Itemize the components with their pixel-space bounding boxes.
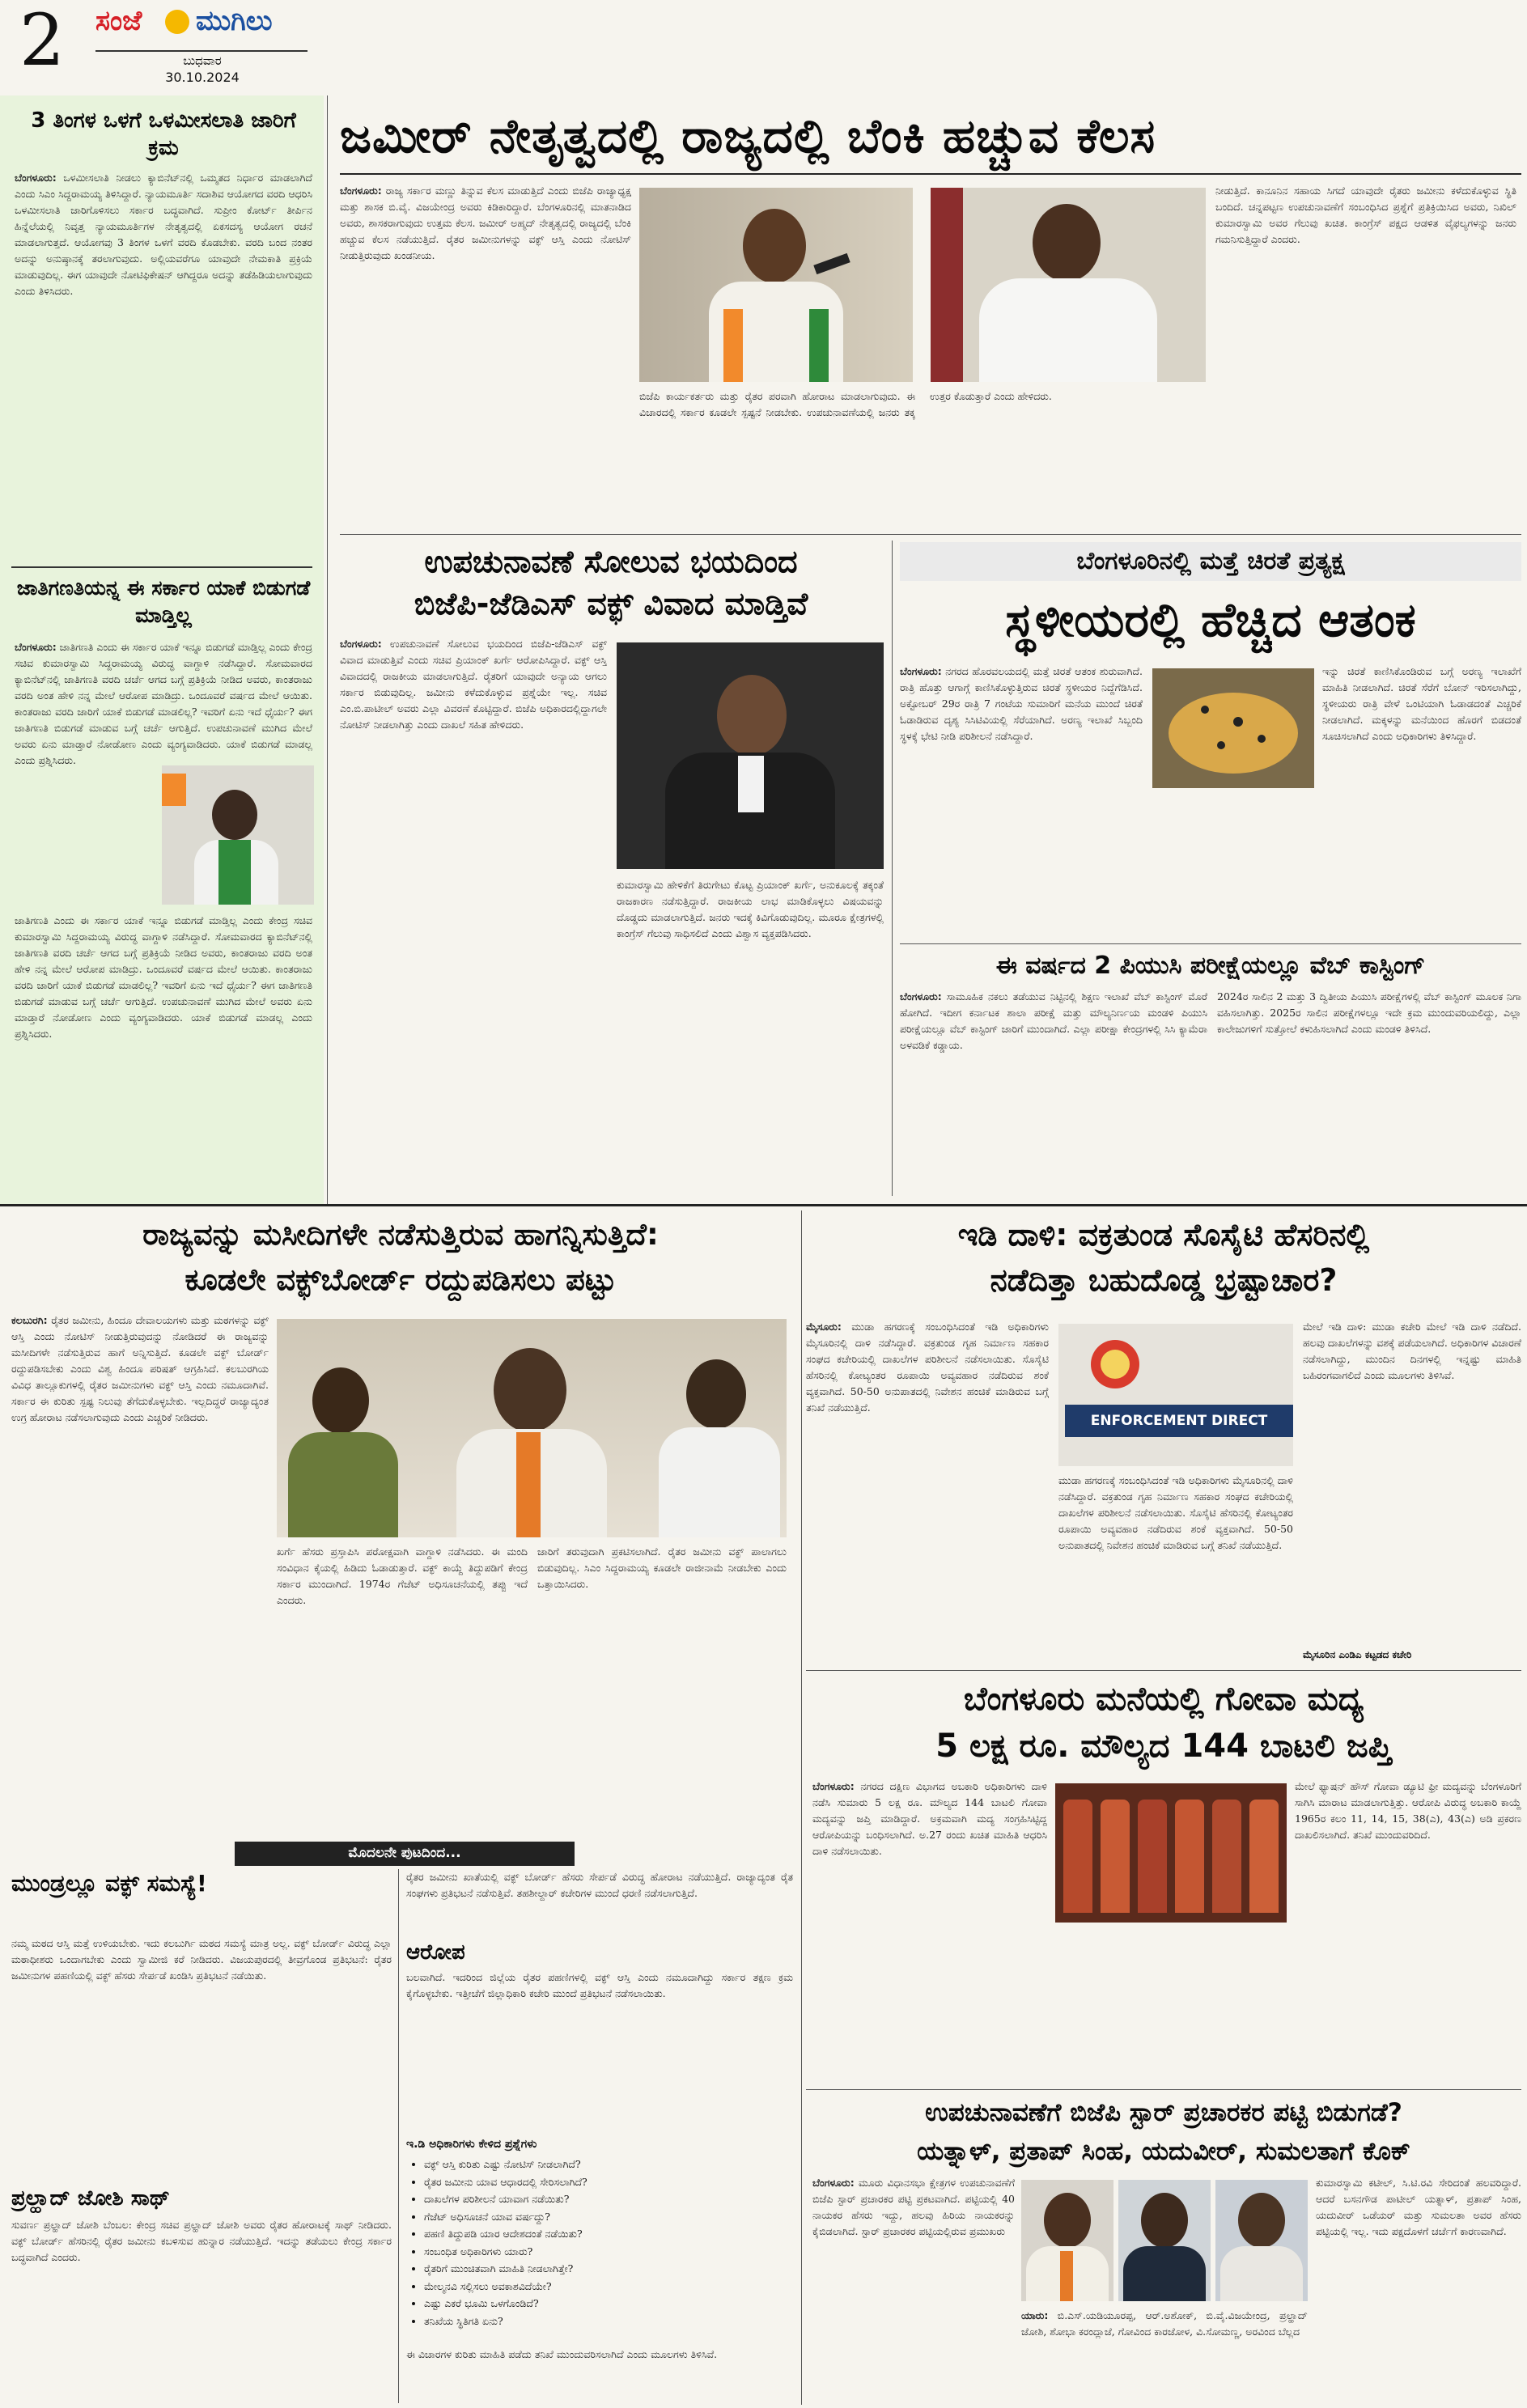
left-story1-body	[15, 170, 312, 550]
column-divider	[327, 95, 328, 1204]
masthead-logo	[95, 5, 308, 52]
ed-text-col2: ಮೇಲೆ ಇಡಿ ದಾಳಿ: ಮುಡಾ ಕಚೇರಿ ಮೇಲೆ ಇಡಿ ದಾಳಿ ನಡೆದಿದೆ. ಹಲವು ದಾಖಲೆಗಳನ್ನು ವಶಕ್ಕೆ ಪಡೆಯಲಾಗಿದೆ. ಅಧಿಕಾರಿಗಳ ವಿಚಾರಣೆ ನಡೆಸಲಾಗಿದ್ದು, ಮುಂದಿನ ದಿನಗಳಲ್ಲಿ ಇನ್ನಷ್ಟು ಮಾಹಿತಿ ಬಹಿರಂಗವಾಗಲಿದೆ ಎಂದು ಮೂಲಗಳು ತಿಳಿಸಿವೆ.	[1303, 1321, 1521, 1381]
lead-rule	[340, 173, 1521, 175]
continued-banner-text: ಮೊದಲನೇ ಪುಟದಿಂದ...	[348, 1845, 461, 1861]
farmers-box-item: • ತನಿಖೆಯ ಸ್ಥಿತಿಗತಿ ಏನು?	[424, 2313, 811, 2330]
waqf-headline-line1: ಉಪಚುನಾವಣೆ ಸೋಲುವ ಭಯದಿಂದ	[424, 544, 798, 579]
section-rule	[806, 1670, 1521, 1671]
ed-dateline: ಮೈಸೂರು:	[806, 1321, 842, 1333]
leopard-kicker-box	[900, 542, 1521, 581]
left-story2-continued: ಜಾತಿಗಣತಿ ಎಂದು ಈ ಸರ್ಕಾರ ಯಾಕೆ ಇನ್ನೂ ಬಿಡುಗಡೆ ಮಾಡ್ತಿಲ್ಲ ಎಂದು ಕೇಂದ್ರ ಸಚಿವ ಕುಮಾರಸ್ವಾಮಿ ಸಿದ್ದರಾಮಯ್ಯ ವಿರುದ್ಧ ವಾಗ್ದಾಳಿ ನಡೆಸಿದ್ದಾರೆ. ಸೋಮವಾರದ ಕ್ಯಾಬಿನೆಟ್‌ನಲ್ಲಿ ಜಾತಿಗಣತಿ ವರದಿ ಚರ್ಚೆ ಆಗದ ಬಗ್ಗೆ ಪ್ರತಿಕ್ರಿಯೆ ನೀಡಿದ ಅವರು, ಕಾಂತರಾಜು ವರದಿ ಅಂತ ಹೇಳಿ ನನ್ನ ಮೇಲೆ ಆರೋಪ ಮಾಡಿದ್ರು. ಒಂದೂವರೆ ವರ್ಷದ ಮೇಲೆ ಆಯಿತು. ಕಾಂತರಾಜು ವರದಿ ಜಾರಿಗೆ ಯಾಕೆ ಬಿಡುಗಡೆ ಮಾಡಲಿಲ್ಲ? ಇವರಿಗೆ ಏನು ಇದೆ ಧೈರ್ಯ? ಈಗ ಜಾತಿಗಣತಿ ಬಿಡುಗಡೆ ಮಾಡುವ ಬಗ್ಗೆ ಚರ್ಚೆ ಆಗುತ್ತಿದೆ. ಉಪಚುನಾವಣೆ ಮುಗಿದ ಮೇಲೆ ಅವರು ಏನು ಮಾಡ್ತಾರೆ ನೋಡೋಣ ಎಂದು ವ್ಯಂಗ್ಯವಾಡಿದರು. ಯಾಕೆ ಬಿಡುಗಡೆ ಮಾಡಲ್ಲ ಎಂದು ಪ್ರಶ್ನಿಸಿದರು.	[15, 914, 312, 1040]
mosque-text-col2: ಖರ್ಗೆ ಹೆಸರು ಪ್ರಸ್ತಾಪಿಸಿ ಪರೋಕ್ಷವಾಗಿ ವಾಗ್ದಾಳಿ ನಡೆಸಿದರು. ಈ ಮಂದಿ ಸಂವಿಧಾನ ಕೈಯಲ್ಲಿ ಹಿಡಿದು ಓಡಾಡುತ್ತಾರೆ. ವಕ್ಫ್ ಕಾಯ್ದೆ ತಿದ್ದುಪಡಿಗೆ ಕೇಂದ್ರ ಸರ್ಕಾರ ಮುಂದಾಗಿದೆ. 1974ರ ಗೆಜೆಟ್ ಅಧಿಸೂಚನೆಯಲ್ಲಿ ತಪ್ಪು ಇದೆ ಎಂದರು.	[277, 1545, 528, 1606]
goa-headline-line2: 5 ಲಕ್ಷ ರೂ. ಮೌಲ್ಯದ 144 ಬಾಟಲಿ ಜಪ್ತಿ	[935, 1728, 1392, 1765]
section-rule	[806, 2089, 1521, 2090]
yatnal-photo	[1021, 2180, 1113, 2301]
left-column	[0, 95, 324, 1204]
farmers-box-title: ಇ.ಡಿ ಅಧಿಕಾರಿಗಳು ಕೇಳಿದ ಪ್ರಶ್ನೆಗಳು	[406, 2138, 537, 2151]
left-story2-headline: ಜಾತಿಗಣತಿಯನ್ನ ಈ ಸರ್ಕಾರ ಯಾಕೆ ಬಿಡುಗಡೆ ಮಾಡ್ತಿಲ್ಲ	[16, 576, 311, 627]
mosque-headline-line1: ರಾಜ್ಯವನ್ನು ಮಸೀದಿಗಳೇ ನಡೆಸುತ್ತಿರುವ ಹಾಗನ್ನಿಸುತ್ತಿದೆ:	[142, 1217, 659, 1252]
campaigner-text-col2: ಕುಮಾರಸ್ವಾಮಿ ಕಟೀಲ್, ಸಿ.ಟಿ.ರವಿ ಸೇರಿದಂತೆ ಹಲವರಿದ್ದಾರೆ. ಆದರೆ ಬಸನಗೌಡ ಪಾಟೀಲ್ ಯತ್ನಾಳ್, ಪ್ರತಾಪ್ ಸಿಂಹ, ಯದುವೀರ್ ಒಡೆಯರ್ ಮತ್ತು ಸುಮಲತಾ ಅವರ ಹೆಸರು ಪಟ್ಟಿಯಲ್ಲಿ ಇಲ್ಲ. ಇದು ಪಕ್ಷದೊಳಗೆ ಚರ್ಚೆಗೆ ಕಾರಣವಾಗಿದೆ.	[1316, 2177, 1521, 2237]
puc-body-col1	[900, 989, 1207, 1196]
ed-headline-line1: ಇಡಿ ದಾಳಿ: ವಕ್ರತುಂಡ ಸೊಸೈಟಿ ಹೆಸರಿನಲ್ಲಿ	[957, 1217, 1370, 1253]
waqf-dateline: ಬೆಂಗಳೂರು:	[340, 638, 382, 650]
farmers-body	[406, 1969, 793, 2131]
goa-text-col2: ಮೇಲೆ ಫ್ಯಾಷನ್ ಹೌಸ್ ಗೋವಾ ಡ್ಯೂಟಿ ಫ್ರೀ ಮದ್ಯವನ್ನು ಬೆಂಗಳೂರಿಗೆ ಸಾಗಿಸಿ ಮಾರಾಟ ಮಾಡಲಾಗುತ್ತಿತ್ತು. ಆರೋಪಿ ವಿರುದ್ಧ ಅಬಕಾರಿ ಕಾಯ್ದೆ 1965ರ ಕಲಂ 11, 14, 15, 38(ಎ), 43(ಎ) ಅಡಿ ಪ್ರಕರಣ ದಾಖಲಿಸಲಾಗಿದೆ. ತನಿಖೆ ಮುಂದುವರಿದಿದೆ.	[1295, 1780, 1521, 1841]
masthead-rule	[95, 50, 308, 52]
ed-body-col1b	[1058, 1473, 1293, 1626]
lead-body-col2	[639, 388, 1206, 526]
ed-body-col2	[1303, 1319, 1521, 1659]
ed-caption: ಮೈಸೂರಿನ ಎಂಡಿಎ ಕಟ್ಟಡದ ಕಚೇರಿ	[1303, 1649, 1412, 1660]
campaigner-names	[1021, 2308, 1308, 2403]
campaigner-names-text: ಬಿ.ಎಸ್.ಯಡಿಯೂರಪ್ಪ, ಆರ್.ಅಶೋಕ್, ಬಿ.ವೈ.ವಿಜಯೇಂದ್ರ, ಪ್ರಲ್ಹಾದ್ ಜೋಶಿ, ಶೋಭಾ ಕರಂದ್ಲಾಜೆ, ಗೋವಿಂದ ಕಾರಜೋಳ, ವಿ.ಸೋಮಣ್ಣ, ಅರವಿಂದ ಬೆಲ್ಲದ	[1021, 2309, 1308, 2338]
farmers-box-item: • ಗೆಜೆಟ್ ಅಧಿಸೂಚನೆ ಯಾವ ವರ್ಷದ್ದು?	[424, 2208, 811, 2226]
column-divider	[892, 541, 893, 1196]
waqf-text-col1: ಉಪಚುನಾವಣೆ ಸೋಲುವ ಭಯದಿಂದ ಬಿಜೆಪಿ-ಜೆಡಿಎಸ್ ವಕ್ಫ್ ವಿವಾದ ಮಾಡುತ್ತಿವೆ ಎಂದು ಸಚಿವ ಪ್ರಿಯಾಂಕ್ ಖರ್ಗೆ ಆರೋಪಿಸಿದ್ದಾರೆ. ವಕ್ಫ್ ಆಸ್ತಿ ವಿವಾದದಲ್ಲಿ ರಾಜಕೀಯ ಮಾಡಲಾಗುತ್ತಿದೆ. ರೈತರಿಗೆ ಯಾವುದೇ ಅನ್ಯಾಯ ಆಗಲು ಸರ್ಕಾರ ಬಿಡುವುದಿಲ್ಲ. ಜಮೀನು ಕಳೆದುಕೊಳ್ಳುವ ಪ್ರಶ್ನೆಯೇ ಇಲ್ಲ. ಸಚಿವ ಎಂ.ಬಿ.ಪಾಟೀಲ್ ಅವರು ಎಲ್ಲಾ ವಿವರಣೆ ಕೊಟ್ಟಿದ್ದಾರೆ. ಬಿಜೆಪಿ ಅಧಿಕಾರದಲ್ಲಿದ್ದಾಗಲೇ ನೋಟಿಸ್ ನೀಡಲಾಗಿತ್ತು ಎಂದು ದಾಖಲೆ ಸಹಿತ ಹೇಳಿದರು.	[340, 638, 607, 731]
liquor-bottles-photo	[1055, 1783, 1287, 1923]
farmers-box-item: • ರೈತರಿಗೆ ಮುಂಚಿತವಾಗಿ ಮಾಹಿತಿ ನೀಡಲಾಗಿತ್ತೇ?	[424, 2260, 811, 2278]
column-divider	[398, 1869, 399, 2403]
leopard-headline: ಸ್ಥಳೀಯರಲ್ಲಿ ಹೆಚ್ಚಿದ ಆತಂಕ	[1005, 592, 1416, 647]
waqf-text-col2: ಕುಮಾರಸ್ವಾಮಿ ಹೇಳಿಕೆಗೆ ತಿರುಗೇಟು ಕೊಟ್ಟ ಪ್ರಿಯಾಂಕ್ ಖರ್ಗೆ, ಅನುಕೂಲಕ್ಕೆ ತಕ್ಕಂತೆ ರಾಜಕಾರಣ ನಡೆಸುತ್ತಿದ್ದಾರೆ. ರಾಜಕೀಯ ಲಾಭ ಮಾಡಿಕೊಳ್ಳಲು ವಿಷಯವನ್ನು ದೊಡ್ಡದು ಮಾಡಲಾಗುತ್ತಿದೆ. ಜನರು ಇದಕ್ಕೆ ಕಿವಿಗೊಡುವುದಿಲ್ಲ. ಮೂರೂ ಕ್ಷೇತ್ರಗಳಲ್ಲಿ ಕಾಂಗ್ರೆಸ್ ಗೆಲುವು ಸಾಧಿಸಲಿದೆ ಎಂದು ವಿಶ್ವಾಸ ವ್ಯಕ್ತಪಡಿಸಿದರು.	[617, 879, 884, 939]
divider	[11, 566, 312, 568]
campaigner-headline-line2: ಯತ್ನಾಳ್, ಪ್ರತಾಪ್ ಸಿಂಹ, ಯದುವೀರ್, ಸುಮಲತಾಗೆ ಕೊಕ್	[917, 2137, 1410, 2166]
farmers-body-text: ಬಲವಾಗಿದೆ. ಇದರಿಂದ ಜಿಲ್ಲೆಯ ರೈತರ ಪಹಣಿಗಳಲ್ಲಿ ವಕ್ಫ್ ಆಸ್ತಿ ಎಂದು ನಮೂದಾಗಿದ್ದು ಸರ್ಕಾರ ತಕ್ಷಣ ಕ್ರಮ ಕೈಗೊಳ್ಳಬೇಕು. ಇತ್ತೀಚೆಗೆ ಜಿಲ್ಲಾಧಿಕಾರಿ ಕಚೇರಿ ಮುಂದೆ ಪ್ರತಿಭಟನೆ ನಡೆಸಲಾಯಿತು.	[406, 1971, 793, 1999]
campaigner-names-label: ಯಾರು:	[1021, 2309, 1049, 2321]
farmers-box-item: • ಎಷ್ಟು ಎಕರೆ ಭೂಮಿ ಒಳಗೊಂಡಿದೆ?	[424, 2295, 811, 2313]
puc-headline: ಈ ವರ್ಷದ 2 ಪಿಯುಸಿ ಪರೀಕ್ಷೆಯಲ್ಲೂ ವೆಬ್ ಕಾಸ್ಟಿಂಗ್	[995, 952, 1426, 980]
leopard-body-col1	[900, 663, 1143, 939]
goa-body-col1	[812, 1778, 1047, 2086]
campaigner-body-col2	[1316, 2175, 1521, 2403]
vijayendra-photo	[639, 188, 913, 382]
weekday: ಬುಧವಾರ	[183, 53, 222, 68]
yaduveer-photo	[1215, 2180, 1308, 2301]
continued-body	[11, 1935, 392, 2178]
ed-body-col1	[806, 1319, 1049, 1659]
ed-photo-sign: ENFORCEMENT DIRECT	[1065, 1405, 1293, 1437]
goa-body-col2	[1295, 1778, 1521, 2086]
pratap-simha-photo	[1118, 2180, 1211, 2301]
farmers-intro	[406, 1869, 793, 1934]
leopard-body-col2	[1322, 663, 1521, 939]
waqf-body-col1	[340, 636, 607, 1194]
masthead	[0, 0, 324, 91]
farmers-box-item: • ರೈತರ ಜಮೀನು ಯಾವ ಆಧಾರದಲ್ಲಿ ಸೇರಿಸಲಾಗಿದೆ?	[424, 2173, 811, 2191]
puc-body-col2	[1217, 989, 1521, 1196]
farmers-closing	[406, 2347, 793, 2403]
column-divider	[801, 1210, 802, 2405]
continued-banner	[235, 1842, 575, 1866]
lead-body-col1	[340, 183, 631, 523]
lead-text-col1: ರಾಜ್ಯ ಸರ್ಕಾರ ಮಣ್ಣು ತಿನ್ನುವ ಕೆಲಸ ಮಾಡುತ್ತಿದೆ ಎಂದು ಬಿಜೆಪಿ ರಾಜ್ಯಾಧ್ಯಕ್ಷ ಮತ್ತು ಶಾಸಕ ಬಿ.ವೈ. ವಿಜಯೇಂದ್ರ ಅವರು ಕಿಡಿಕಾರಿದ್ದಾರೆ. ಬೆಂಗಳೂರಿನಲ್ಲಿ ಮಾತನಾಡಿದ ಅವರು, ಶಾಸಕರಾಗುವುದು ಉತ್ತಮ ಕೆಲಸ. ಜಮೀರ್ ಅಹ್ಮದ್ ನೇತೃತ್ವದಲ್ಲಿ ರಾಜ್ಯದಲ್ಲಿ ಬೆಂಕಿ ಹಚ್ಚುವ ಕೆಲಸ ನಡೆಯುತ್ತಿದೆ. ರೈತರ ಜಮೀನುಗಳನ್ನು ವಕ್ಫ್ ಆಸ್ತಿ ಎಂದು ನೋಟಿಸ್ ನೀಡುತ್ತಿರುವುದು ಖಂಡನೀಯ.	[340, 184, 631, 261]
campaigner-dateline: ಬೆಂಗಳೂರು:	[812, 2177, 855, 2189]
puc-text-col1: ಸಾಮೂಹಿಕ ನಕಲು ತಡೆಯುವ ನಿಟ್ಟಿನಲ್ಲಿ ಶಿಕ್ಷಣ ಇಲಾಖೆ ವೆಬ್ ಕಾಸ್ಟಿಂಗ್ ಮೊರೆ ಹೋಗಿದೆ. ಇದೀಗ ಕರ್ನಾಟಕ ಶಾಲಾ ಪರೀಕ್ಷೆ ಮತ್ತು ಮೌಲ್ಯನಿರ್ಣಯ ಮಂಡಳಿ ಪಿಯುಸಿ ಪರೀಕ್ಷೆಯಲ್ಲೂ ವೆಬ್ ಕಾಸ್ಟಿಂಗ್ ಜಾರಿಗೆ ಮುಂದಾಗಿದೆ. ಎಲ್ಲಾ ಪರೀಕ್ಷಾ ಕೇಂದ್ರಗಳಲ್ಲಿ ಸಿಸಿ ಕ್ಯಾಮೆರಾ ಅಳವಡಿಕೆ ಕಡ್ಡಾಯ.	[900, 990, 1207, 1051]
issue-date: 30.10.2024	[165, 70, 240, 85]
ed-text-col1: ಮುಡಾ ಹಗರಣಕ್ಕೆ ಸಂಬಂಧಿಸಿದಂತೆ ಇಡಿ ಅಧಿಕಾರಿಗಳು ಮೈಸೂರಿನಲ್ಲಿ ದಾಳಿ ನಡೆಸಿದ್ದಾರೆ. ವಕ್ರತುಂಡ ಗೃಹ ನಿರ್ಮಾಣ ಸಹಕಾರ ಸಂಘದ ಕಚೇರಿಯಲ್ಲಿ ದಾಖಲೆಗಳ ಪರಿಶೀಲನೆ ನಡೆಸಲಾಯಿತು. ಸೊಸೈಟಿ ಹೆಸರಿನಲ್ಲಿ ಕೋಟ್ಯಂತರ ರೂಪಾಯಿ ಅವ್ಯವಹಾರ ನಡೆದಿರುವ ಶಂಕೆ ವ್ಯಕ್ತವಾಗಿದೆ. 50-50 ಅನುಪಾತದಲ್ಲಿ ನಿವೇಶನ ಹಂಚಿಕೆ ಮಾಡಿರುವ ಬಗ್ಗೆ ತನಿಖೆ ನಡೆಯುತ್ತಿದೆ.	[806, 1321, 1049, 1414]
lead-headline: ಜಮೀರ್ ನೇತೃತ್ವದಲ್ಲಿ ರಾಜ್ಯದಲ್ಲಿ ಬೆಂಕಿ ಹಚ್ಚುವ ಕೆಲಸ	[340, 108, 1156, 163]
left-story1-text: ಒಳಮೀಸಲಾತಿ ನೀಡಲು ಕ್ಯಾಬಿನೆಟ್‌ನಲ್ಲಿ ಒಮ್ಮತದ ನಿರ್ಧಾರ ಮಾಡಲಾಗಿದೆ ಎಂದು ಸಿಎಂ ಸಿದ್ದರಾಮಯ್ಯ ತಿಳಿಸಿದ್ದಾರೆ. ನ್ಯಾಯಮೂರ್ತಿ ಸದಾಶಿವ ಆಯೋಗದ ವರದಿ ಆಧರಿಸಿ ಒಳಮೀಸಲಾತಿ ಜಾರಿಗೊಳಿಸಲು ಸರ್ಕಾರ ಬದ್ಧವಾಗಿದೆ. ಸುಪ್ರೀಂ ಕೋರ್ಟ್ ತೀರ್ಪಿನ ಹಿನ್ನೆಲೆಯಲ್ಲಿ ನಿವೃತ್ತ ನ್ಯಾಯಮೂರ್ತಿಗಳ ನೇತೃತ್ವದಲ್ಲಿ ಏಕಸದಸ್ಯ ಆಯೋಗ ರಚನೆ ಮಾಡಲಾಗುತ್ತದೆ. ಆಯೋಗವು 3 ತಿಂಗಳ ಒಳಗೆ ವರದಿ ಕೊಡಬೇಕು. ವರದಿ ಬಂದ ನಂತರ ಅದನ್ನು ಅನುಷ್ಠಾನಕ್ಕೆ ತರಲಾಗುವುದು. ಅಲ್ಲಿಯವರೆಗೂ ಯಾವುದೇ ನೇಮಕಾತಿ ಪ್ರಕ್ರಿಯೆ ಮಾಡುವುದಿಲ್ಲ. ಈಗ ಯಾವುದೇ ನೋಟಿಫಿಕೇಷನ್ ಆಗಿದ್ದರೂ ಅದನ್ನು ತಡೆಹಿಡಿಯಲಾಗುವುದು ಎಂದು ತಿಳಿಸಿದರು.	[15, 172, 312, 297]
continued-text: ನಮ್ಮ ಮಠದ ಆಸ್ತಿ ಮತ್ತೆ ಉಳಿಯಬೇಕು. ಇದು ಕಲಬುರ್ಗಿ ಮಠದ ಸಮಸ್ಯೆ ಮಾತ್ರ ಅಲ್ಲ. ವಕ್ಫ್ ಬೋರ್ಡ್ ವಿರುದ್ಧ ಎಲ್ಲಾ ಮಠಾಧೀಶರು ಒಂದಾಗಬೇಕು ಎಂದು ಸ್ವಾಮೀಜಿ ಕರೆ ನೀಡಿದರು. ವಿಜಯಪುರದಲ್ಲಿ ತೀವ್ರಗೊಂಡ ಪ್ರತಿಭಟನೆ: ರೈತರ ಜಮೀನುಗಳ ಪಹಣಿಯಲ್ಲಿ ವಕ್ಫ್ ಹೆಸರು ಸೇರ್ಪಡೆ ಖಂಡಿಸಿ ಪ್ರತಿಭಟನೆ ನಡೆಯಿತು.	[11, 1937, 392, 1982]
mosque-text-col1: ರೈತರ ಜಮೀನು, ಹಿಂದೂ ದೇವಾಲಯಗಳು ಮತ್ತು ಮಠಗಳನ್ನು ವಕ್ಫ್ ಆಸ್ತಿ ಎಂದು ನೋಟಿಸ್ ನೀಡುತ್ತಿರುವುದನ್ನು ನೋಡಿದರೆ ಈ ರಾಜ್ಯವನ್ನು ಮಸೀದಿಗಳೇ ನಡೆಸುತ್ತಿರುವ ಹಾಗೆ ಅನ್ನಿಸುತ್ತಿದೆ. ಕೂಡಲೇ ವಕ್ಫ್ ಬೋರ್ಡ್ ರದ್ದುಪಡಿಸಬೇಕು ಎಂದು ವಿಶ್ವ ಹಿಂದೂ ಪರಿಷತ್ ಆಗ್ರಹಿಸಿದೆ. ಕಲಬುರಗಿಯ ವಿವಿಧ ತಾಲ್ಲೂಕುಗಳಲ್ಲಿ ರೈತರ ಜಮೀನುಗಳು ವಕ್ಫ್ ಆಸ್ತಿ ಎಂದು ನಮೂದಾಗಿವೆ. ಸರ್ಕಾರ ಈ ಕುರಿತು ಸ್ಪಷ್ಟ ನಿಲುವು ತೆಗೆದುಕೊಳ್ಳಬೇಕು. ಇಲ್ಲದಿದ್ದರೆ ರಾಜ್ಯಾದ್ಯಂತ ಉಗ್ರ ಹೋರಾಟ ನಡೆಸಲಾಗುವುದು ಎಂದು ಎಚ್ಚರಿಕೆ ನೀಡಿದರು.	[11, 1314, 269, 1423]
puc-text-col2: 2024ರ ಸಾಲಿನ 2 ಮತ್ತು 3 ದ್ವಿತೀಯ ಪಿಯುಸಿ ಪರೀಕ್ಷೆಗಳಲ್ಲಿ ವೆಬ್ ಕಾಸ್ಟಿಂಗ್ ಮೂಲಕ ನಿಗಾ ವಹಿಸಲಾಗಿತ್ತು. 2025ರ ಸಾಲಿನ ಪರೀಕ್ಷೆಗಳಲ್ಲೂ ಇದೇ ಕ್ರಮ ಮುಂದುವರಿಯಲಿದ್ದು, ಎಲ್ಲಾ ಕಾಲೇಜುಗಳಿಗೆ ಸುತ್ತೋಲೆ ಕಳುಹಿಸಲಾಗಿದೆ ಎಂದು ಮಂಡಳಿ ತಿಳಿಸಿದೆ.	[1217, 990, 1521, 1035]
mosque-text-col3: ಜಾರಿಗೆ ತರುವುದಾಗಿ ಪ್ರಕಟಿಸಲಾಗಿದೆ. ರೈತರ ಜಮೀನು ವಕ್ಫ್ ಪಾಲಾಗಲು ಬಿಡುವುದಿಲ್ಲ. ಸಿಎಂ ಸಿದ್ದರಾಮಯ್ಯ ಕೂಡಲೇ ರಾಜೀನಾಮೆ ನೀಡಬೇಕು ಎಂದು ಒತ್ತಾಯಿಸಿದರು.	[537, 1545, 787, 1590]
enforcement-directorate-photo	[1058, 1324, 1293, 1466]
mosque-body-col1	[11, 1312, 269, 1837]
lead-body-col3	[1215, 183, 1516, 523]
farmers-box-item: • ಪಹಣಿ ತಿದ್ದುಪಡಿ ಯಾರ ಆದೇಶದಂತೆ ನಡೆಯಿತು?	[424, 2225, 811, 2243]
farmers-box-list	[406, 2156, 811, 2330]
page-number: 2	[19, 0, 65, 82]
waqf-headline-line2: ಬಿಜೆಪಿ-ಜೆಡಿಎಸ್ ವಕ್ಫ್ ವಿವಾದ ಮಾಡ್ತಿವೆ	[414, 586, 808, 621]
lead-text-col2: ಬಿಜೆಪಿ ಕಾರ್ಯಕರ್ತರು ಮತ್ತು ರೈತರ ಪರವಾಗಿ ಹೋರಾಟ ಮಾಡಲಾಗುವುದು. ಈ ವಿಚಾರದಲ್ಲಿ ಸರ್ಕಾರ ಕೂಡಲೇ ಸ್ಪಷ್ಟನೆ ನೀಡಬೇಕು. ಉಪಚುನಾವಣೆಯಲ್ಲಿ ಜನರು ತಕ್ಕ ಉತ್ತರ ಕೊಡುತ್ತಾರೆ ಎಂದು ಹೇಳಿದರು.	[639, 390, 1052, 418]
farmers-box-item: • ಸಂಬಂಧಿತ ಅಧಿಕಾರಿಗಳು ಯಾರು?	[424, 2243, 811, 2261]
paper-name-left: ಸಂಜೆ	[95, 5, 142, 37]
priyank-kharge-photo	[617, 642, 884, 869]
left-story1-dateline: ಬೆಂಗಳೂರು:	[15, 172, 57, 184]
vhp-press-meet-photo	[277, 1319, 787, 1537]
section-rule	[900, 943, 1521, 944]
farmers-box	[406, 2138, 793, 2338]
kumaraswamy-photo	[162, 765, 314, 905]
farmers-box-item: • ಮೇಲ್ಮನವಿ ಸಲ್ಲಿಸಲು ಅವಕಾಶವಿದೆಯೇ?	[424, 2278, 811, 2296]
goa-text-col1: ನಗರದ ದಕ್ಷಿಣ ವಿಭಾಗದ ಅಬಕಾರಿ ಅಧಿಕಾರಿಗಳು ದಾಳಿ ನಡೆಸಿ ಸುಮಾರು 5 ಲಕ್ಷ ರೂ. ಮೌಲ್ಯದ 144 ಬಾಟಲಿ ಗೋವಾ ಮದ್ಯವನ್ನು ಜಪ್ತಿ ಮಾಡಿದ್ದಾರೆ. ಅಕ್ರಮವಾಗಿ ಮದ್ಯ ಸಂಗ್ರಹಿಸಿಟ್ಟಿದ್ದ ಆರೋಪಿಯನ್ನು ಬಂಧಿಸಲಾಗಿದೆ. ಅ.27 ರಂದು ಖಚಿತ ಮಾಹಿತಿ ಆಧರಿಸಿ ದಾಳಿ ನಡೆಸಲಾಯಿತು.	[812, 1780, 1047, 1857]
puc-dateline: ಬೆಂಗಳೂರು:	[900, 990, 942, 1003]
farmers-subhead: ಆರೋಪ	[406, 1940, 465, 1965]
farmers-closing-text: ಈ ವಿಚಾರಗಳ ಕುರಿತು ಮಾಹಿತಿ ಪಡೆದು ತನಿಖೆ ಮುಂದುವರಿಸಲಾಗಿದೆ ಎಂದು ಮೂಲಗಳು ತಿಳಿಸಿವೆ.	[406, 2348, 718, 2360]
page-rule	[0, 1204, 1527, 1206]
left-story2-dateline: ಬೆಂಗಳೂರು:	[15, 641, 57, 653]
left-story2-text: ಜಾತಿಗಣತಿ ಎಂದು ಈ ಸರ್ಕಾರ ಯಾಕೆ ಇನ್ನೂ ಬಿಡುಗಡೆ ಮಾಡ್ತಿಲ್ಲ ಎಂದು ಕೇಂದ್ರ ಸಚಿವ ಕುಮಾರಸ್ವಾಮಿ ಸಿದ್ದರಾಮಯ್ಯ ವಿರುದ್ಧ ವಾಗ್ದಾಳಿ ನಡೆಸಿದ್ದಾರೆ. ಸೋಮವಾರದ ಕ್ಯಾಬಿನೆಟ್‌ನಲ್ಲಿ ಜಾತಿಗಣತಿ ವರದಿ ಚರ್ಚೆ ಆಗದ ಬಗ್ಗೆ ಪ್ರತಿಕ್ರಿಯೆ ನೀಡಿದ ಅವರು, ಕಾಂತರಾಜು ವರದಿ ಅಂತ ಹೇಳಿ ನನ್ನ ಮೇಲೆ ಆರೋಪ ಮಾಡಿದ್ರು. ಒಂದೂವರೆ ವರ್ಷದ ಮೇಲೆ ಆಯಿತು. ಕಾಂತರಾಜು ವರದಿ ಜಾರಿಗೆ ಯಾಕೆ ಬಿಡುಗಡೆ ಮಾಡಲಿಲ್ಲ? ಇವರಿಗೆ ಏನು ಇದೆ ಧೈರ್ಯ? ಈಗ ಜಾತಿಗಣತಿ ಬಿಡುಗಡೆ ಮಾಡುವ ಬಗ್ಗೆ ಚರ್ಚೆ ಆಗುತ್ತಿದೆ. ಉಪಚುನಾವಣೆ ಮುಗಿದ ಮೇಲೆ ಅವರು ಏನು ಮಾಡ್ತಾರೆ ನೋಡೋಣ ಎಂದು ವ್ಯಂಗ್ಯವಾಡಿದರು. ಯಾಕೆ ಬಿಡುಗಡೆ ಮಾಡಲ್ಲ ಎಂದು ಪ್ರಶ್ನಿಸಿದರು.	[15, 641, 312, 766]
mosque-headline-line2: ಕೂಡಲೇ ವಕ್ಫ್‌ಬೋರ್ಡ್ ರದ್ದುಪಡಿಸಲು ಪಟ್ಟು	[185, 1262, 617, 1297]
campaigner-text-col1: ಮೂರು ವಿಧಾನಸಭಾ ಕ್ಷೇತ್ರಗಳ ಉಪಚುನಾವಣೆಗೆ ಬಿಜೆಪಿ ಸ್ಟಾರ್ ಪ್ರಚಾರಕರ ಪಟ್ಟಿ ಪ್ರಕಟವಾಗಿದೆ. ಪಟ್ಟಿಯಲ್ಲಿ 40 ನಾಯಕರ ಹೆಸರು ಇದ್ದು, ಹಲವು ಹಿರಿಯ ನಾಯಕರನ್ನು ಕೈಬಿಡಲಾಗಿದೆ. ಸ್ಟಾರ್ ಪ್ರಚಾರಕರ ಪಟ್ಟಿಯಲ್ಲಿರುವ ಪ್ರಮುಖರು	[812, 2177, 1015, 2237]
goa-headline-line1: ಬೆಂಗಳೂರು ಮನೆಯಲ್ಲಿ ಗೋವಾ ಮದ್ಯ	[963, 1681, 1364, 1718]
waqf-body-col2	[617, 877, 884, 1194]
leopard-text-col2: ಇನ್ನು ಚಿರತೆ ಕಾಣಿಸಿಕೊಂಡಿರುವ ಬಗ್ಗೆ ಅರಣ್ಯ ಇಲಾಖೆಗೆ ಮಾಹಿತಿ ನೀಡಲಾಗಿದೆ. ಚಿರತೆ ಸೆರೆಗೆ ಬೋನ್ ಇರಿಸಲಾಗಿದ್ದು, ಸ್ಥಳೀಯರು ರಾತ್ರಿ ವೇಳೆ ಒಂಟಿಯಾಗಿ ಓಡಾಡದಂತೆ ಎಚ್ಚರಿಕೆ ನೀಡಲಾಗಿದೆ. ಮಕ್ಕಳನ್ನು ಮನೆಯಿಂದ ಹೊರಗೆ ಬಿಡದಂತೆ ಸೂಚಿಸಲಾಗಿದೆ ಎಂದು ಅಧಿಕಾರಿಗಳು ತಿಳಿಸಿದ್ದಾರೆ.	[1322, 665, 1521, 742]
section-rule	[340, 534, 1521, 535]
lead-text-col3: ನೀಡುತ್ತಿದೆ. ಕಾನೂನಿನ ಸಹಾಯ ಸಿಗದೆ ಯಾವುದೇ ರೈತರು ಜಮೀನು ಕಳೆದುಕೊಳ್ಳುವ ಸ್ಥಿತಿ ಬಂದಿದೆ. ಚನ್ನಪಟ್ಟಣ ಉಪಚುನಾವಣೆಗೆ ಸಂಬಂಧಿಸಿದ ಪ್ರಶ್ನೆಗೆ ಪ್ರತಿಕ್ರಿಯಿಸಿದ ಅವರು, ನಿಖಿಲ್ ಕುಮಾರಸ್ವಾಮಿ ಅವರ ಗೆಲುವು ಖಚಿತ. ಕಾಂಗ್ರೆಸ್ ಪಕ್ಷದ ಆಡಳಿತ ವೈಫಲ್ಯಗಳನ್ನು ಜನರು ಗಮನಿಸುತ್ತಿದ್ದಾರೆ ಎಂದರು.	[1215, 184, 1516, 245]
mosque-body-col2	[277, 1544, 528, 1835]
continued-subhead: ಪ್ರಲ್ಹಾದ್ ಜೋಶಿ ಸಾಥ್	[11, 2186, 170, 2211]
leopard-photo	[1152, 668, 1314, 788]
leopard-text-col1: ನಗರದ ಹೊರವಲಯದಲ್ಲಿ ಮತ್ತೆ ಚಿರತೆ ಆತಂಕ ಶುರುವಾಗಿದೆ. ರಾತ್ರಿ ಹೊತ್ತು ಆಗಾಗ್ಗೆ ಕಾಣಿಸಿಕೊಳ್ಳುತ್ತಿರುವ ಚಿರತೆ ಸ್ಥಳೀಯರ ನಿದ್ದೆಗೆಡಿಸಿದೆ. ಅಕ್ಟೋಬರ್ 29ರ ರಾತ್ರಿ 7 ಗಂಟೆಯ ಸುಮಾರಿಗೆ ಮನೆಯ ಮುಂದೆ ಚಿರತೆ ಓಡಾಡಿರುವ ದೃಶ್ಯ ಸಿಸಿಟಿವಿಯಲ್ಲಿ ಸೆರೆಯಾಗಿದೆ. ಅರಣ್ಯ ಇಲಾಖೆ ಸಿಬ್ಬಂದಿ ಸ್ಥಳಕ್ಕೆ ಭೇಟಿ ನೀಡಿ ಪರಿಶೀಲನೆ ನಡೆಸಿದ್ದಾರೆ.	[900, 665, 1143, 742]
campaigner-headline-line1: ಉಪಚುನಾವಣೆಗೆ ಬಿಜೆಪಿ ಸ್ಟಾರ್ ಪ್ರಚಾರಕರ ಪಟ್ಟಿ ಬಿಡುಗಡೆ?	[925, 2098, 1402, 2127]
ed-headline-line2: ನಡೆದಿತ್ತಾ ಬಹುದೊಡ್ಡ ಭ್ರಷ್ಟಾಚಾರ?	[990, 1262, 1338, 1298]
farmers-intro-text: ರೈತರ ಜಮೀನು ಖಾತೆಯಲ್ಲಿ ವಕ್ಫ್ ಬೋರ್ಡ್ ಹೆಸರು ಸೇರ್ಪಡೆ ವಿರುದ್ಧ ಹೋರಾಟ ನಡೆಯುತ್ತಿದೆ. ರಾಜ್ಯಾದ್ಯಂತ ರೈತ ಸಂಘಗಳು ಪ್ರತಿಭಟನೆ ನಡೆಸುತ್ತಿವೆ. ತಹಶೀಲ್ದಾರ್ ಕಚೇರಿಗಳ ಮುಂದೆ ಧರಣಿ ನಡೆಸಲಾಗುತ್ತಿದೆ.	[406, 1871, 793, 1899]
leopard-dateline: ಬೆಂಗಳೂರು:	[900, 665, 942, 677]
campaigner-body-col1	[812, 2175, 1015, 2403]
left-story2-body-bottom	[15, 913, 312, 1188]
continued-headline: ಮುಂಡ್ರಲ್ಲೂ ವಕ್ಫ್ ಸಮಸ್ಯೆ!	[11, 1870, 207, 1897]
mosque-body-col3	[537, 1544, 787, 1835]
ed-text-col1b: ಮುಡಾ ಹಗರಣಕ್ಕೆ ಸಂಬಂಧಿಸಿದಂತೆ ಇಡಿ ಅಧಿಕಾರಿಗಳು ಮೈಸೂರಿನಲ್ಲಿ ದಾಳಿ ನಡೆಸಿದ್ದಾರೆ. ವಕ್ರತುಂಡ ಗೃಹ ನಿರ್ಮಾಣ ಸಹಕಾರ ಸಂಘದ ಕಚೇರಿಯಲ್ಲಿ ದಾಖಲೆಗಳ ಪರಿಶೀಲನೆ ನಡೆಸಲಾಯಿತು. ಸೊಸೈಟಿ ಹೆಸರಿನಲ್ಲಿ ಕೋಟ್ಯಂತರ ರೂಪಾಯಿ ಅವ್ಯವಹಾರ ನಡೆದಿರುವ ಶಂಕೆ ವ್ಯಕ್ತವಾಗಿದೆ. 50-50 ಅನುಪಾತದಲ್ಲಿ ನಿವೇಶನ ಹಂಚಿಕೆ ಮಾಡಿರುವ ಬಗ್ಗೆ ತನಿಖೆ ನಡೆಯುತ್ತಿದೆ.	[1058, 1474, 1293, 1551]
farmers-box-item: • ದಾಖಲೆಗಳ ಪರಿಶೀಲನೆ ಯಾವಾಗ ನಡೆಯಿತು?	[424, 2190, 811, 2208]
mosque-dateline: ಕಲಬುರಗಿ:	[11, 1314, 48, 1326]
continued-text2: ಸುವರ್ಣ ಪ್ರಲ್ಹಾದ್ ಜೋಶಿ ಬೆಂಬಲ: ಕೇಂದ್ರ ಸಚಿವ ಪ್ರಲ್ಹಾದ್ ಜೋಶಿ ಅವರು ರೈತರ ಹೋರಾಟಕ್ಕೆ ಸಾಥ್ ನೀಡಿದರು. ವಕ್ಫ್ ಬೋರ್ಡ್ ಹೆಸರಿನಲ್ಲಿ ರೈತರ ಜಮೀನು ಕಬಳಿಸುವ ಹುನ್ನಾರ ನಡೆಯುತ್ತಿದೆ. ಇದನ್ನು ತಡೆಯಲು ಕೇಂದ್ರ ಸರ್ಕಾರ ಬದ್ಧವಾಗಿದೆ ಎಂದರು.	[11, 2219, 392, 2263]
left-story1-headline: 3 ತಿಂಗಳ ಒಳಗೆ ಒಳಮೀಸಲಾತಿ ಜಾರಿಗೆ ಕ್ರಮ	[31, 108, 296, 160]
zameer-photo	[931, 188, 1206, 382]
continued-body2	[11, 2217, 392, 2403]
lead-dateline: ಬೆಂಗಳೂರು:	[340, 184, 382, 197]
leopard-kicker: ಬೆಂಗಳೂರಿನಲ್ಲಿ ಮತ್ತೆ ಚಿರತೆ ಪ್ರತ್ಯಕ್ಷ	[1076, 547, 1345, 575]
paper-name-right: ಮುಗಿಲು	[196, 5, 273, 37]
farmers-box-item: • ವಕ್ಫ್ ಆಸ್ತಿ ಕುರಿತು ಎಷ್ಟು ನೋಟಿಸ್ ನೀಡಲಾಗಿದೆ?	[424, 2156, 811, 2173]
sun-icon	[165, 10, 189, 34]
goa-dateline: ಬೆಂಗಳೂರು:	[812, 1780, 855, 1792]
